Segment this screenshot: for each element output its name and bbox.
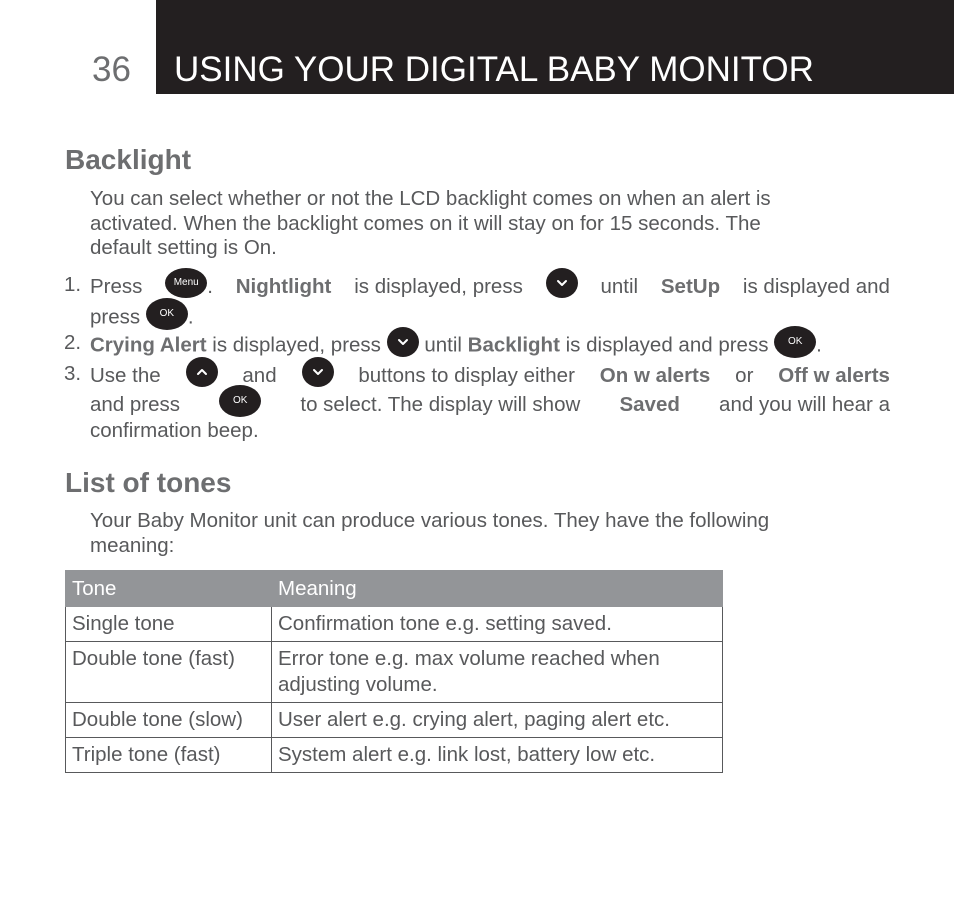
table-row <box>66 642 723 703</box>
table-header-row <box>66 571 723 607</box>
intro-line: default setting is On. <box>90 236 277 259</box>
step-text: . <box>816 333 822 357</box>
step-bold: Crying Alert <box>90 333 207 357</box>
step-bold: On w alerts <box>599 364 711 387</box>
table-row <box>66 738 723 773</box>
step-bold: Saved <box>619 393 680 416</box>
step-number: 3. <box>64 362 82 385</box>
meaning-line: adjusting volume. <box>278 673 438 696</box>
step-text: buttons to display either <box>358 364 575 387</box>
intro-line: You can select whether or not the LCD backlight comes on when an alert is <box>90 187 771 210</box>
page-title: USING YOUR DIGITAL BABY MONITOR <box>174 50 814 89</box>
step-bold: SetUp <box>660 275 721 298</box>
step-number: 2. <box>64 331 82 354</box>
page-number: 36 <box>92 50 131 89</box>
menu-button-icon <box>165 268 207 298</box>
tone-cell: Triple tone (fast) <box>66 738 272 773</box>
step-text: and you will hear a <box>719 393 890 416</box>
step-bold: Backlight <box>467 333 560 357</box>
meaning-line: Confirmation tone e.g. setting saved. <box>278 612 612 635</box>
step-text: until <box>424 333 462 357</box>
backlight-heading: Backlight <box>65 144 192 175</box>
step-text: confirmation beep. <box>90 419 259 442</box>
intro-line: activated. When the backlight comes on it will stay on for 15 seconds. The <box>90 211 761 235</box>
tones-table <box>65 570 723 773</box>
table-row <box>66 703 723 738</box>
step-text: . <box>187 305 194 329</box>
intro-line: Your Baby Monitor unit can produce various tones. They have the following <box>90 509 770 532</box>
chevron-up-icon <box>186 357 218 387</box>
step-text: Press <box>90 275 143 298</box>
step-text: to select. The display will show <box>300 393 581 416</box>
step-number: 1. <box>64 273 82 296</box>
step-text: Use the <box>90 364 161 387</box>
meaning-cell <box>272 738 723 773</box>
chevron-down-icon <box>546 268 578 298</box>
menu-button-label: Menu <box>173 277 199 288</box>
step-2 <box>64 330 890 360</box>
tone-cell: Double tone (slow) <box>66 703 272 738</box>
column-header: Meaning <box>272 571 723 607</box>
chevron-down-icon <box>302 357 334 387</box>
step-text: is displayed and press <box>565 333 769 357</box>
tones-intro <box>90 509 889 558</box>
step-bold: Off w alerts <box>778 364 890 387</box>
intro-line: meaning: <box>90 533 175 557</box>
step-text: until <box>600 275 639 298</box>
step-text: is displayed and <box>742 275 890 298</box>
step-text: press <box>90 305 141 329</box>
step-3 <box>64 361 890 443</box>
column-header: Tone <box>66 571 272 607</box>
ok-button-icon <box>774 326 816 358</box>
step-text: and press <box>90 393 181 416</box>
ok-button-label: OK <box>787 336 803 347</box>
ok-button-label: OK <box>159 308 175 319</box>
meaning-cell <box>272 703 723 738</box>
meaning-line: Error tone e.g. max volume reached when <box>278 647 660 670</box>
chevron-down-icon <box>387 327 419 357</box>
tones-heading: List of tones <box>65 467 232 498</box>
meaning-cell <box>272 642 723 703</box>
step-text: . <box>207 275 213 298</box>
meaning-line: System alert e.g. link lost, battery low etc. <box>278 743 656 766</box>
step-text: is displayed, press <box>354 275 523 298</box>
ok-button-label: OK <box>232 395 248 406</box>
step-text: or <box>735 364 754 387</box>
step-text: is displayed, press <box>212 333 381 357</box>
ok-button-icon <box>219 385 261 417</box>
tone-cell: Single tone <box>66 607 272 642</box>
step-bold: Nightlight <box>235 275 332 298</box>
meaning-line: User alert e.g. crying alert, paging alert etc. <box>278 708 670 731</box>
table-row <box>66 607 723 642</box>
ok-button-icon <box>146 298 188 330</box>
step-text: and <box>242 364 277 387</box>
backlight-intro <box>90 187 889 261</box>
step-1 <box>64 272 890 332</box>
meaning-cell <box>272 607 723 642</box>
tone-cell: Double tone (fast) <box>66 642 272 703</box>
